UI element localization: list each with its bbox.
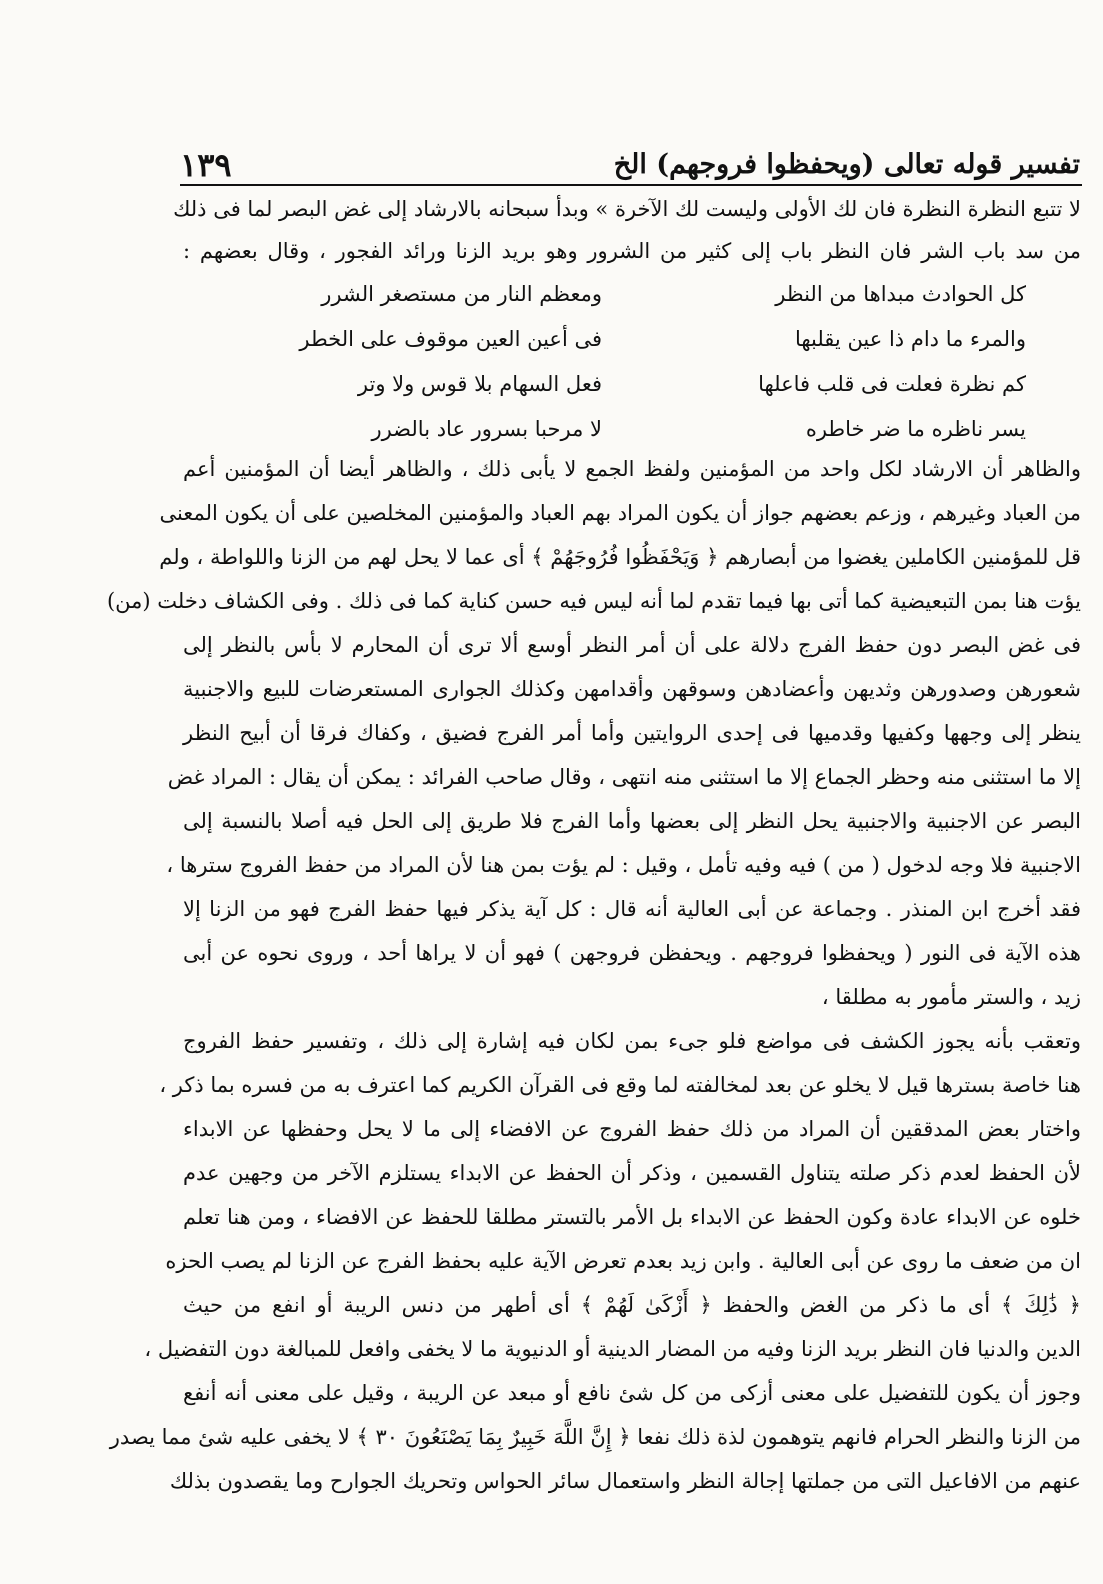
- text-line: من سد باب الشر فان النظر باب إلى كثير من الشرور وهو بريد الزنا ورائد الفجور ، وقال بعضهم :: [183, 239, 1081, 263]
- text-line: فى غض البصر دون حفظ الفرج دلالة على أن أمر النظر أوسع ألا ترى أن المحارم لا بأس بالنظر إلى: [183, 633, 1081, 657]
- text-line: ان من ضعف ما روى عن أبى العالية . وابن زيد بعدم تعرض الآية عليه بحفظ الفرج عن الزنا لم يصب الحزه: [165, 1249, 1081, 1273]
- poem-hemistich-second: فى أعين العين موقوف على الخطر: [299, 327, 602, 351]
- poem-hemistich-second: ومعظم النار من مستصغر الشرر: [321, 282, 602, 306]
- poem-hemistich-first: كل الحوادث مبداها من النظر: [775, 282, 1026, 306]
- page-number: ١٣٩: [180, 146, 232, 184]
- text-line: وجوز أن يكون للتفضيل على معنى أزكى من كل شئ نافع أو مبعد عن الريبة ، وقيل على معنى أنه أنفع: [183, 1381, 1081, 1405]
- text-line: الدين والدنيا فان النظر بريد الزنا وفيه من المضار الدينية أو الدنيوية ما لا يخفى وافعل للمبالغة دون التفضيل ،: [144, 1337, 1081, 1361]
- text-line: البصر عن الاجنبية والاجنبية يحل النظر إلى بعضها وأما الفرج فلا طريق إلى الحل فيه أصلا بالنسبة إلى: [183, 809, 1081, 833]
- text-line: زيد ، والستر مأمور به مطلقا ،: [821, 985, 1081, 1009]
- header-rule: [180, 184, 1082, 186]
- text-line: لا تتبع النظرة النظرة فان لك الأولى وليست لك الآخرة » وبدأ سبحانه بالارشاد إلى غض البصر لما فى ذلك: [173, 197, 1081, 221]
- text-line: هنا خاصة بسترها قيل لا يخلو عن بعد لمخالفته لما وقع فى القرآن الكريم كما اعترف به من فسره بما ذكر ،: [159, 1073, 1081, 1097]
- text-line: ينظر إلى وجهها وكفيها وقدميها فى إحدى الروايتين وأما أمر الفرج فضيق ، وكفاك فرقا أن أبيح النظر: [183, 721, 1081, 745]
- poem-hemistich-second: لا مرحبا بسرور عاد بالضرر: [371, 417, 602, 441]
- text-line: عنهم من الافاعيل التى من جملتها إجالة النظر واستعمال سائر الحواس وتحريك الجوارح وما يقصدون بذلك: [169, 1469, 1081, 1493]
- text-line: لأن الحفظ لعدم ذكر صلته يتناول القسمين ، وذكر أن الحفظ عن الابداء يستلزم الآخر من وجهين عدم: [183, 1161, 1081, 1185]
- text-line: وتعقب بأنه يجوز الكشف فى مواضع فلو جىء بمن لكان فيه إشارة إلى ذلك ، وتفسير حفظ الفروج: [183, 1029, 1081, 1053]
- page-header: [180, 133, 1080, 185]
- text-line: خلوه عن الابداء عادة وكون الحفظ عن الابداء بل الأمر بالتستر مطلقا للحفظ عن الافضاء ، ومن هنا تعلم: [183, 1205, 1081, 1229]
- text-line: فقد أخرج ابن المنذر . وجماعة عن أبى العالية أنه قال : كل آية يذكر فيها حفظ الفرج فهو من الزنا إلا: [183, 897, 1081, 921]
- text-line: الاجنبية فلا وجه لدخول ( من ) فيه وفيه تأمل ، وقيل : لم يؤت بمن هنا لأن المراد من حفظ الفروج سترها ،: [166, 853, 1081, 877]
- poem-hemistich-second: فعل السهام بلا قوس ولا وتر: [357, 372, 602, 396]
- text-line: من العباد وغيرهم ، وزعم بعضهم جواز أن يكون المراد بهم العباد والمؤمنين المخلصين على أن يكون المعنى: [159, 501, 1081, 525]
- text-line: يؤت هنا بمن التبعيضية كما أتى بها فيما تقدم لما أنه ليس فيه حسن كناية كما فى ذلك . وفى الكشاف دخلت (من): [106, 589, 1081, 613]
- running-title: تفسير قوله تعالى (ويحفظوا فروجهم) الخ: [613, 149, 1080, 180]
- text-line: شعورهن وصدورهن وثديهن وأعضادهن وسوقهن وأقدامهن وكذلك الجوارى المستعرضات للبيع والاجنبية: [183, 677, 1081, 701]
- poem-hemistich-first: كم نظرة فعلت فى قلب فاعلها: [758, 372, 1026, 396]
- poem-hemistich-first: يسر ناظره ما ضر خاطره: [805, 417, 1026, 441]
- text-line: ﴿ ذَٰلِكَ ﴾ أى ما ذكر من الغض والحفظ ﴿ أَزْكَىٰ لَهُمْ ﴾ أى أطهر من دنس الريبة أو انفع من حيث: [183, 1293, 1081, 1317]
- poem-hemistich-first: والمرء ما دام ذا عين يقلبها: [794, 327, 1026, 351]
- text-line: قل للمؤمنين الكاملين يغضوا من أبصارهم ﴿ وَيَحْفَظُوا فُرُوجَهُمْ ﴾ أى عما لا يحل لهم من الزنا واللواطة ، ولم: [159, 545, 1081, 569]
- text-line: من الزنا والنظر الحرام فانهم يتوهمون لذة ذلك نفعا ﴿ إِنَّ اللَّهَ خَبِيرٌ بِمَا يَصْنَعُونَ ٣٠ ﴾ لا يخفى عليه شئ مما يصدر: [109, 1425, 1081, 1449]
- text-line: إلا ما استثنى منه وحظر الجماع إلا ما استثنى منه انتهى ، وقال صاحب الفرائد : يمكن أن يقال : المراد غض: [167, 765, 1081, 789]
- text-line: واختار بعض المدققين أن المراد من ذلك حفظ الفروج عن الافضاء إلى ما لا يحل وحفظها عن الابداء: [183, 1117, 1081, 1141]
- text-line: والظاهر أن الارشاد لكل واحد من المؤمنين ولفظ الجمع لا يأبى ذلك ، والظاهر أيضا أن المؤمنين أعم: [183, 457, 1081, 481]
- text-line: هذه الآية فى النور ( ويحفظوا فروجهم . ويحفظن فروجهن ) فهو أن لا يراها أحد ، وروى نحوه عن أبى: [183, 941, 1081, 965]
